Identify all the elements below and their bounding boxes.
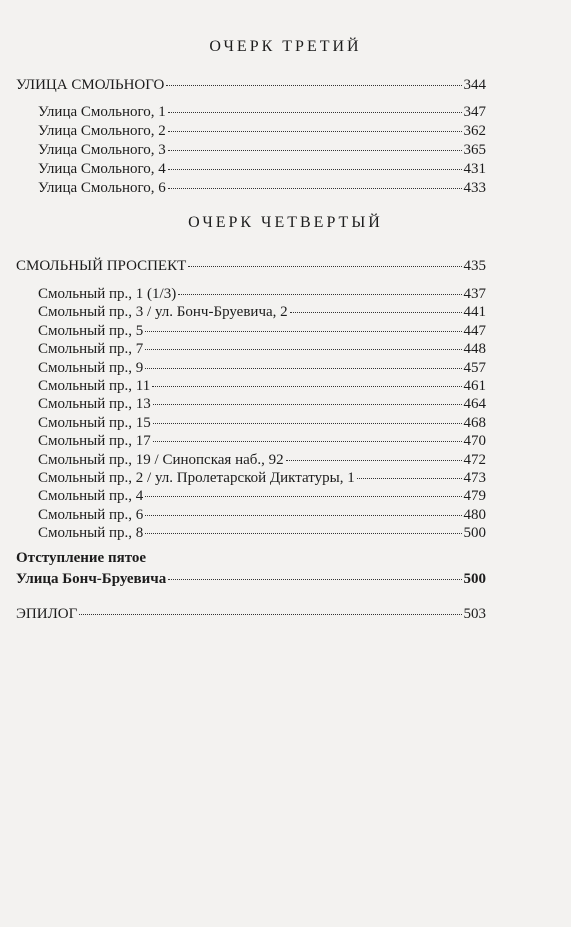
entry-label: Смольный пр., 2 / ул. Пролетарской Диктатуры, 1 (38, 470, 355, 486)
entry-label: Улица Смольного, 3 (38, 142, 166, 158)
leader-dots (166, 85, 461, 86)
toc-entry (38, 323, 486, 340)
entry-page: 365 (463, 142, 486, 158)
entry-label: Улица Смольного, 6 (38, 180, 166, 196)
leader-dots (145, 533, 461, 534)
entry-label: Улица Смольного, 2 (38, 123, 166, 139)
leader-dots (168, 169, 462, 170)
entry-label: Смольный пр., 13 (38, 396, 151, 413)
leader-dots (357, 478, 462, 479)
leader-dots (153, 441, 462, 442)
toc-entry (38, 396, 486, 413)
leader-dots (145, 331, 461, 332)
entry-page: 461 (463, 378, 486, 394)
leader-dots (145, 515, 461, 516)
entry-page: 503 (463, 606, 486, 622)
entry-page: 347 (463, 104, 486, 120)
entry-page: 480 (463, 506, 486, 523)
entry-page: 362 (463, 123, 486, 139)
entry-page: 464 (463, 396, 486, 413)
toc-entry-main (16, 258, 486, 275)
entry-label: Смольный пр., 6 (38, 506, 144, 523)
entry-label: Смольный пр., 19 / Синопская наб., 92 (38, 451, 284, 468)
entry-page: 435 (463, 258, 486, 274)
entry-page: 447 (463, 322, 486, 339)
leader-dots (188, 266, 461, 267)
toc-entry (38, 415, 486, 432)
entry-label: Смольный пр., 8 (38, 525, 144, 542)
leader-dots (153, 404, 462, 405)
toc-entry (38, 452, 486, 469)
entry-page: 473 (463, 470, 486, 486)
entry-label: Смольный пр., 17 (38, 433, 151, 450)
leader-dots (168, 188, 462, 189)
leader-dots (286, 460, 462, 461)
entry-label: Улица Смольного, 4 (38, 161, 166, 177)
entry-label: Смольный пр., 1 (1/3) (38, 286, 177, 302)
entry-page: 472 (463, 451, 486, 468)
toc-entry (38, 104, 486, 121)
toc-entry (38, 470, 486, 487)
leader-dots (168, 150, 462, 151)
toc-entry (38, 180, 486, 197)
entry-label: Смольный пр., 9 (38, 359, 144, 376)
entry-page: 457 (463, 359, 486, 376)
entry-page: 500 (463, 525, 486, 542)
toc-entry (38, 488, 486, 505)
toc-entry-main (16, 77, 486, 94)
entry-page: 433 (463, 180, 486, 196)
entry-page: 500 (463, 571, 486, 587)
digression-title: Отступление пятое (16, 550, 147, 566)
leader-dots (79, 614, 461, 615)
entry-label: Смольный пр., 4 (38, 488, 144, 505)
section-title-3: ОЧЕРК ТРЕТИЙ (209, 38, 362, 55)
leader-dots (168, 131, 462, 132)
toc-entry (38, 142, 486, 159)
toc-entry (38, 161, 486, 178)
leader-dots (145, 368, 461, 369)
entry-label: Смольный пр., 7 (38, 341, 144, 358)
leader-dots (153, 423, 462, 424)
entry-page: 448 (463, 341, 486, 358)
entry-label: Улица Смольного, 1 (38, 104, 166, 120)
toc-entry (38, 341, 486, 358)
leader-dots (178, 294, 461, 295)
section-title-4: ОЧЕРК ЧЕТВЕРТЫЙ (188, 214, 383, 231)
entry-label: Смольный пр., 15 (38, 414, 151, 431)
entry-label: СМОЛЬНЫЙ ПРОСПЕКТ (16, 258, 187, 274)
entry-label: УЛИЦА СМОЛЬНОГО (16, 77, 165, 93)
toc-entry (38, 525, 486, 542)
entry-page: 479 (463, 488, 486, 505)
toc-entry (38, 304, 486, 321)
leader-dots (152, 386, 461, 387)
entry-label: Улица Бонч-Бруевича (16, 571, 167, 587)
leader-dots (145, 496, 461, 497)
toc-entry (38, 286, 486, 303)
entry-page: 431 (463, 161, 486, 177)
entry-label: Смольный пр., 11 (38, 378, 151, 394)
entry-label: Смольный пр., 3 / ул. Бонч-Бруевича, 2 (38, 304, 288, 321)
toc-entry (38, 433, 486, 450)
entry-page: 437 (463, 286, 486, 302)
entry-page: 344 (463, 77, 486, 93)
toc-entry (38, 123, 486, 140)
leader-dots (290, 312, 462, 313)
entry-label: Смольный пр., 5 (38, 322, 144, 339)
entry-page: 441 (463, 304, 486, 321)
leader-dots (168, 112, 462, 113)
toc-entry (38, 507, 486, 524)
entry-page: 468 (463, 414, 486, 431)
entry-page: 470 (463, 433, 486, 450)
toc-entry (38, 360, 486, 377)
toc-entry-epilogue (16, 606, 486, 623)
leader-dots (145, 349, 461, 350)
toc-entry-digression (16, 571, 486, 588)
entry-label: ЭПИЛОГ (16, 606, 78, 622)
toc-entry (38, 378, 486, 395)
leader-dots (168, 579, 461, 580)
